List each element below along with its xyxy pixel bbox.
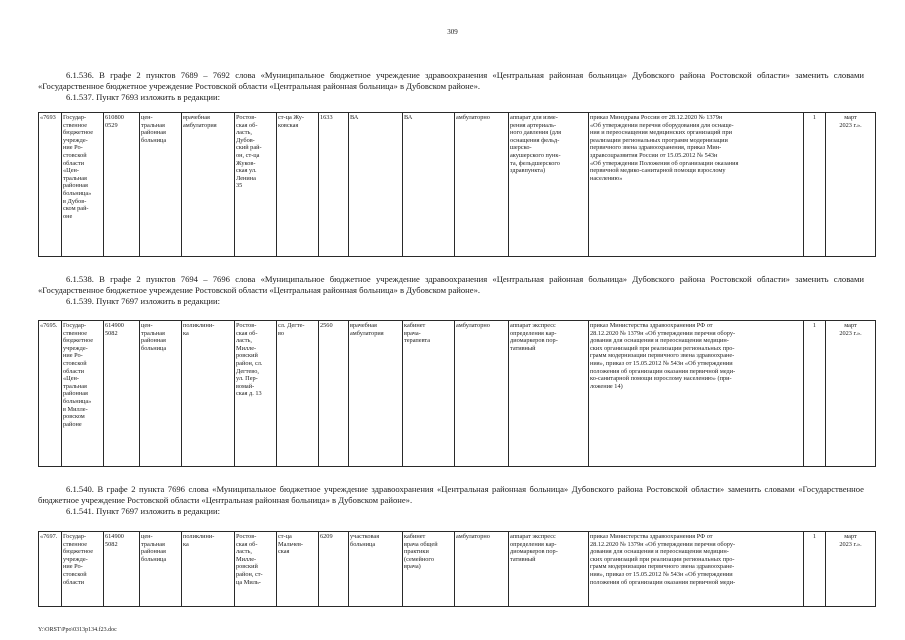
amendment-paragraph (38, 70, 864, 91)
cell-cabinet: кабинет врача общей практики (семейного врача) (403, 532, 455, 607)
table-row (39, 532, 876, 607)
cell-code: 614900 5082 (104, 321, 140, 467)
cell-organization: Государ- ственное бюджетное учрежде- ние Ро- стовской области (62, 532, 104, 607)
cell-facility-type: врачебная амбулатория (349, 321, 403, 467)
cell-equipment: аппарат экспресс определения кар- диомаркеров пор- тативный (509, 321, 589, 467)
cell-equipment: аппарат экспресс определения кар- диомаркеров пор- тативный (509, 532, 589, 607)
cell-deadline: март 2023 г.». (826, 532, 876, 607)
cell-equipment: аппарат для изме- рения артериаль- ного давления (для оснащения фельд- шерско- акушерского пунк- та, фельдшерского здравпункта) (509, 113, 589, 257)
amendment-instruction: 6.1.539. Пункт 7697 изложить в редакции: (66, 296, 220, 306)
cell-population: 1633 (319, 113, 349, 257)
registry-table (38, 112, 876, 257)
cell-subdivision: цен- тральная районная больница (140, 113, 182, 257)
cell-cabinet: ВА (403, 113, 455, 257)
cell-unit-type: поликлини- ка (182, 321, 235, 467)
amendment-instruction: 6.1.537. Пункт 7693 изложить в редакции: (66, 92, 220, 102)
table-row (39, 113, 876, 257)
registry-table (38, 320, 876, 467)
cell-settlement: сл. Дегте- во (277, 321, 319, 467)
cell-organization: Государ- ственное бюджетное учрежде- ние Ро- стовской области «Цен- тральная районная больница» в Дубов- ском рай- оне (62, 113, 104, 257)
amendment-paragraph (38, 484, 864, 505)
cell-quantity: 1 (804, 321, 826, 467)
cell-facility-type: ВА (349, 113, 403, 257)
cell-quantity: 1 (804, 532, 826, 607)
page-number: 309 (447, 28, 458, 36)
cell-subdivision: цен- тральная районная больница (140, 321, 182, 467)
paragraph-text: 6.1.538. В графе 2 пунктов 7694 – 7696 слова «Муниципальное бюджетное учреждение здравоохранения «Центральная районная больница» Дубовского района Ростовской области» заменить словами «Государственное бюджетное учреждение Ростовской области «Центральная районная больница» в Дубовском районе». (38, 274, 864, 295)
amendment-instruction: 6.1.541. Пункт 7697 изложить в редакции: (66, 506, 220, 516)
cell-care-form: амбулаторно (455, 113, 509, 257)
cell-unit-type: поликлини- ка (182, 532, 235, 607)
cell-code: 610800 0529 (104, 113, 140, 257)
cell-care-form: амбулаторно (455, 532, 509, 607)
cell-facility-type: участковая больница (349, 532, 403, 607)
table-row (39, 321, 876, 467)
cell-item-number: «7693 (39, 113, 62, 257)
cell-address: Ростов- ская об- ласть, Дубов- ский рай- он, ст-ца Жуков- ская ул. Ленина 35 (235, 113, 277, 257)
amendment-paragraph (38, 274, 864, 295)
cell-subdivision: цен- тральная районная больница (140, 532, 182, 607)
paragraph-text: 6.1.536. В графе 2 пунктов 7689 – 7692 слова «Муниципальное бюджетное учреждение здравоохранения «Центральная районная больница» Дубовского района Ростовской области» заменить словами «Государственное бюджетное учреждение Ростовской области «Центральная районная больница» в Дубовском районе». (38, 70, 864, 91)
cell-item-number: «7697. (39, 532, 62, 607)
cell-legal-basis: приказ Министерства здравоохранения РФ от 28.12.2020 № 1379н «Об утверждении перечня обору- дования для оснащения и переоснащения медицин- ских организаций при реализации региональных про- грамм модернизации первичного звена здравоохране- ния», приказ от 15.05.2012 № 543н «Об утверждении положения об организации оказания первичной меди- ко-санитарной помощи взрослому населению» (при- ложение 14) (589, 321, 804, 467)
file-path-footer: Y:\ORST\Ppo\0313p134.f23.doc (38, 627, 117, 633)
cell-cabinet: кабинет врача- терапевта (403, 321, 455, 467)
paragraph-text: 6.1.540. В графе 2 пункта 7696 слова «Муниципальное бюджетное учреждение здравоохранения «Центральная районная больница» Дубовского района Ростовской области» заменить словами «Государственное бюджетное учреждение Ростовской области «Центральная районная больница» в Дубовском районе». (38, 484, 864, 505)
cell-address: Ростов- ская об- ласть, Милле- ровский район, ст- ца Миль- (235, 532, 277, 607)
cell-unit-type: врачебная амбулатория (182, 113, 235, 257)
cell-settlement: ст-ца Жу- ковская (277, 113, 319, 257)
cell-code: 614900 5082 (104, 532, 140, 607)
cell-legal-basis: приказ Министерства здравоохранения РФ от 28.12.2020 № 1379н «Об утверждении перечня обору- дования для оснащения и переоснащения медицин- ских организаций при реализации региональных про- грамм модернизации первичного звена здравоохране- ния», приказ от 15.05.2012 № 543н «Об утверждении положения об организации оказания первичной меди- (589, 532, 804, 607)
cell-population: 6209 (319, 532, 349, 607)
cell-legal-basis: приказ Минздрава России от 28.12.2020 № 1379н «Об утверждении перечня оборудования для оснаще- ния и переоснащения медицинских организаций при реализации региональных программ модернизации первичного звена здравоохранения, приказ Мин- здравсоцразвития России от 15.05.2012 № 543н «Об утверждении Положения об организации оказания первичной медико-санитарной помощи взрослому населению» (589, 113, 804, 257)
cell-settlement: ст-ца Мальчев- ская (277, 532, 319, 607)
cell-item-number: «7695. (39, 321, 62, 467)
cell-deadline: март 2023 г.». (826, 321, 876, 467)
cell-care-form: амбулаторно (455, 321, 509, 467)
cell-organization: Государ- ственное бюджетное учрежде- ние Ро- стовской области «Цен- тральная районная больница» в Милле- ровском районе (62, 321, 104, 467)
cell-deadline: март 2023 г.». (826, 113, 876, 257)
cell-population: 2560 (319, 321, 349, 467)
registry-table (38, 531, 876, 607)
cell-quantity: 1 (804, 113, 826, 257)
cell-address: Ростов- ская об- ласть, Милле- ровский район, сл. Дегтево, ул. Пер- вомай- ская д. 13 (235, 321, 277, 467)
